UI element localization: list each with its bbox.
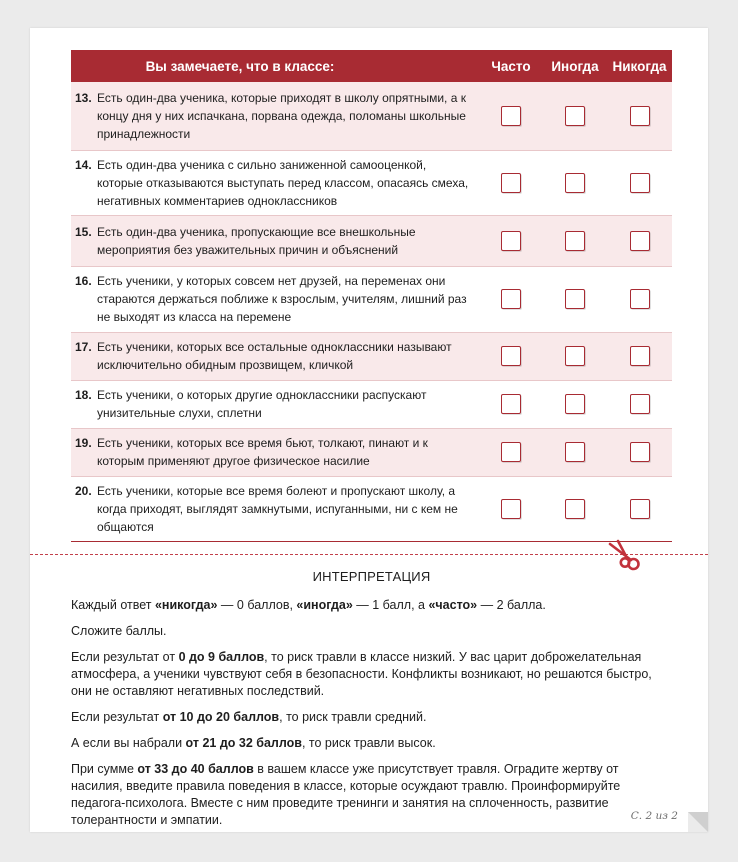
result-high: А если вы набрали от 21 до 32 баллов, то риск травли высок. [71,736,436,750]
question-text: Есть один-два ученика, которые приходят в школу опрятными, а к концу дня у них испачкана, порвана одежда, поломаны школьные принадлежности [97,90,466,141]
checkbox-often[interactable] [501,289,521,309]
checkbox-sometimes[interactable] [565,106,585,126]
question-number: 17. [75,340,92,354]
sum-instruction: Сложите баллы. [71,624,167,638]
checkbox-sometimes[interactable] [565,346,585,366]
checkbox-never[interactable] [630,394,650,414]
question-number: 15. [75,224,92,239]
table-row [71,332,672,380]
checkbox-often[interactable] [501,231,521,251]
table-header-row [71,50,672,82]
checkbox-never[interactable] [630,289,650,309]
checkbox-often[interactable] [501,106,521,126]
checkbox-often[interactable] [501,173,521,193]
checkbox-often[interactable] [501,499,521,519]
question-text: Есть ученики, которые все время болеют и пропускают школу, а когда приходят, выглядят замкнутыми, испуганными, ни с кем не общаются [97,483,458,534]
page-fold-corner [688,812,708,832]
checkbox-sometimes[interactable] [565,231,585,251]
checkbox-never[interactable] [630,442,650,462]
table-row [71,428,672,476]
table-row [71,215,672,266]
table-row [71,150,672,215]
question-text: Есть ученики, которых все остальные одноклассники называют исключительно обидным прозвищем, кличкой [97,340,452,372]
checkbox-never[interactable] [630,346,650,366]
checkbox-never[interactable] [630,499,650,519]
scissors-icon [606,538,646,572]
interpretation-section [71,568,672,838]
checkbox-often[interactable] [501,346,521,366]
checkbox-sometimes[interactable] [565,173,585,193]
checkbox-often[interactable] [501,394,521,414]
question-text: Есть ученики, которых все время бьют, толкают, пинают и к которым применяют другое физическое насилие [97,436,428,468]
checkbox-never[interactable] [630,173,650,193]
survey-table [71,50,672,542]
table-row [71,476,672,541]
question-header: Вы замечаете, что в классе: [71,50,479,82]
checkbox-often[interactable] [501,442,521,462]
question-text: Есть ученики, у которых совсем нет друзей, на переменах они стараются держаться поближе к взрослым, учителям, лишний раз не выходят из класса на перемене [97,274,467,324]
question-text: Есть ученики, о которых другие одноклассники распускают унизительные слухи, сплетни [97,388,427,420]
column-header-never: Никогда [607,50,672,82]
checkbox-never[interactable] [630,231,650,251]
checkbox-sometimes[interactable] [565,289,585,309]
interpretation-heading: ИНТЕРПРЕТАЦИЯ [312,569,431,584]
question-number: 14. [75,157,92,172]
question-number: 13. [75,90,92,105]
table-row [71,380,672,428]
column-header-often: Часто [479,50,543,82]
table-row [71,82,672,150]
checkbox-sometimes[interactable] [565,442,585,462]
scoring-rule: Каждый ответ «никогда» — 0 баллов, «иногда» — 1 балл, а «часто» — 2 балла. [71,598,546,612]
checkbox-sometimes[interactable] [565,394,585,414]
question-number: 20. [75,483,92,498]
result-low: Если результат от 0 до 9 баллов, то риск травли в классе низкий. У вас царит доброжелательная атмосфера, а ученики чувствуют себя в безопасности. Конфликты возникают, но решаются быстро, они не оставляют негативных последствий. [71,650,652,698]
page-number: С. 2 из 2 [630,810,678,822]
question-number: 16. [75,274,92,288]
question-number: 19. [75,436,92,450]
result-bullying: При сумме от 33 до 40 баллов в вашем классе уже присутствует травля. Оградите жертву от насилия, введите правила поведения в классе, которые осуждают травлю. Проинформируйте педагога-психолога. Вместе с ним проведите тренинги и занятия на сплоченность, развитие толерантности и эмпатии. [71,762,621,827]
checkbox-sometimes[interactable] [565,499,585,519]
result-medium: Если результат от 10 до 20 баллов, то риск травли средний. [71,710,427,724]
question-text: Есть один-два ученика с сильно заниженной самооценкой, которые отказываются выступать перед классом, опасаясь смеха, негативных комментариев одноклассников [97,157,469,208]
column-header-sometimes: Иногда [543,50,607,82]
page-sheet [30,28,708,832]
question-text: Есть один-два ученика, пропускающие все внешкольные мероприятия без уважительных причин и объяснений [97,224,416,257]
question-number: 18. [75,388,92,402]
checkbox-never[interactable] [630,106,650,126]
table-row [71,266,672,332]
